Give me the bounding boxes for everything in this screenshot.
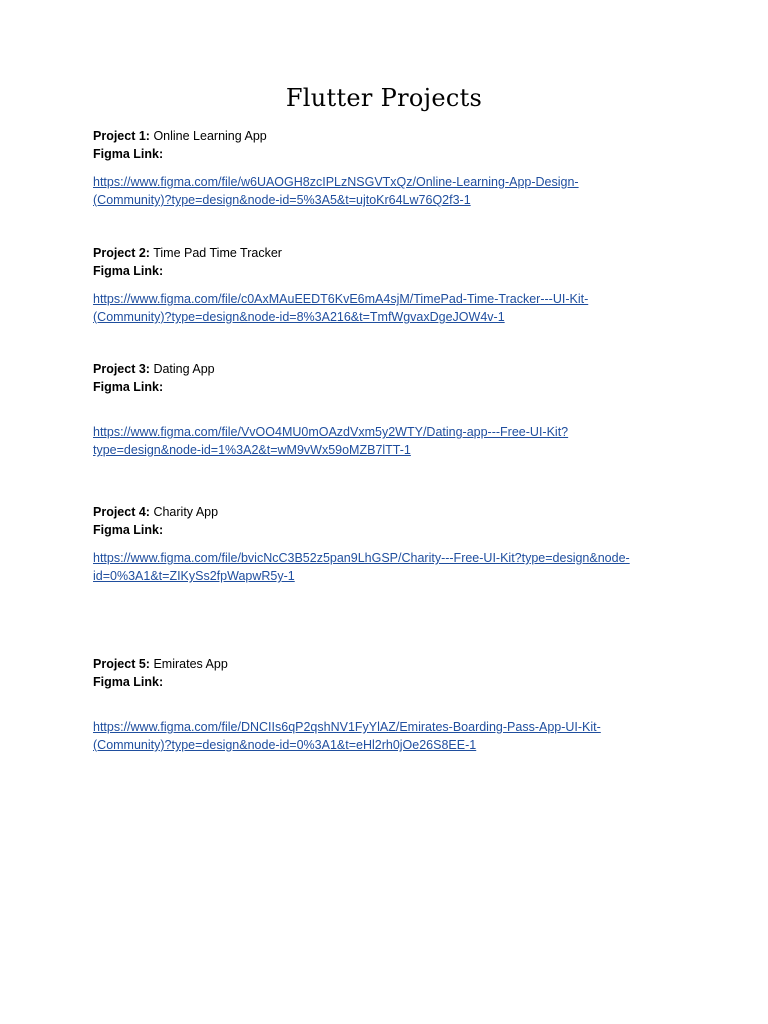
figma-link-line-1: https://www.figma.com/file/c0AxMAuEEDT6KvE6mA4sjM/TimePad-Time-Tracker---UI-Kit- — [93, 292, 589, 306]
page-title: Flutter Projects — [285, 84, 483, 112]
project-heading — [93, 360, 693, 378]
figma-link[interactable] — [93, 173, 693, 209]
project-heading — [93, 244, 693, 262]
figma-link-line-1: https://www.figma.com/file/w6UAOGH8zcIPLzNSGVTxQz/Online-Learning-App-Design- — [93, 175, 579, 189]
figma-link[interactable] — [93, 549, 693, 585]
figma-link-label: Figma Link: — [93, 523, 164, 537]
project-4 — [93, 503, 693, 585]
project-name: Dating App — [153, 362, 215, 376]
figma-link-line-2: id=0%3A1&t=ZIKySs2fpWapwR5y-1 — [93, 569, 295, 583]
project-number: Project 3: — [93, 362, 150, 376]
figma-link-line-1: https://www.figma.com/file/DNCIIs6qP2qshNV1FyYlAZ/Emirates-Boarding-Pass-App-UI-Kit- — [93, 720, 601, 734]
figma-link-line-2: type=design&node-id=1%3A2&t=wM9vWx59oMZB7lTT-1 — [93, 443, 411, 457]
figma-link-line-2: (Community)?type=design&node-id=0%3A1&t=eHl2rh0jOe26S8EE-1 — [93, 738, 477, 752]
figma-link-label: Figma Link: — [93, 675, 164, 689]
figma-link-line-2: (Community)?type=design&node-id=5%3A5&t=ujtoKr64Lw76Q2f3-1 — [93, 193, 471, 207]
project-3 — [93, 360, 693, 459]
project-number: Project 4: — [93, 505, 150, 519]
project-number: Project 2: — [93, 246, 150, 260]
figma-link-label: Figma Link: — [93, 264, 164, 278]
figma-link-label: Figma Link: — [93, 147, 164, 161]
project-heading — [93, 503, 693, 521]
project-name: Time Pad Time Tracker — [153, 246, 282, 260]
figma-link-line-1: https://www.figma.com/file/bvicNcC3B52z5pan9LhGSP/Charity---Free-UI-Kit?type=design&node- — [93, 551, 630, 565]
project-heading — [93, 655, 693, 673]
project-number: Project 5: — [93, 657, 150, 671]
project-name: Online Learning App — [153, 129, 267, 143]
figma-link-label: Figma Link: — [93, 380, 164, 394]
project-name: Emirates App — [153, 657, 228, 671]
figma-link[interactable] — [93, 423, 693, 459]
project-5 — [93, 655, 693, 754]
project-number: Project 1: — [93, 129, 150, 143]
figma-link-line-1: https://www.figma.com/file/VvOO4MU0mOAzdVxm5y2WTY/Dating-app---Free-UI-Kit? — [93, 425, 569, 439]
figma-link[interactable] — [93, 290, 693, 326]
figma-link[interactable] — [93, 718, 693, 754]
project-heading — [93, 127, 693, 145]
project-1 — [93, 127, 693, 209]
figma-link-line-2: (Community)?type=design&node-id=8%3A216&t=TmfWgvaxDgeJOW4v-1 — [93, 310, 505, 324]
project-2 — [93, 244, 693, 326]
project-name: Charity App — [153, 505, 219, 519]
